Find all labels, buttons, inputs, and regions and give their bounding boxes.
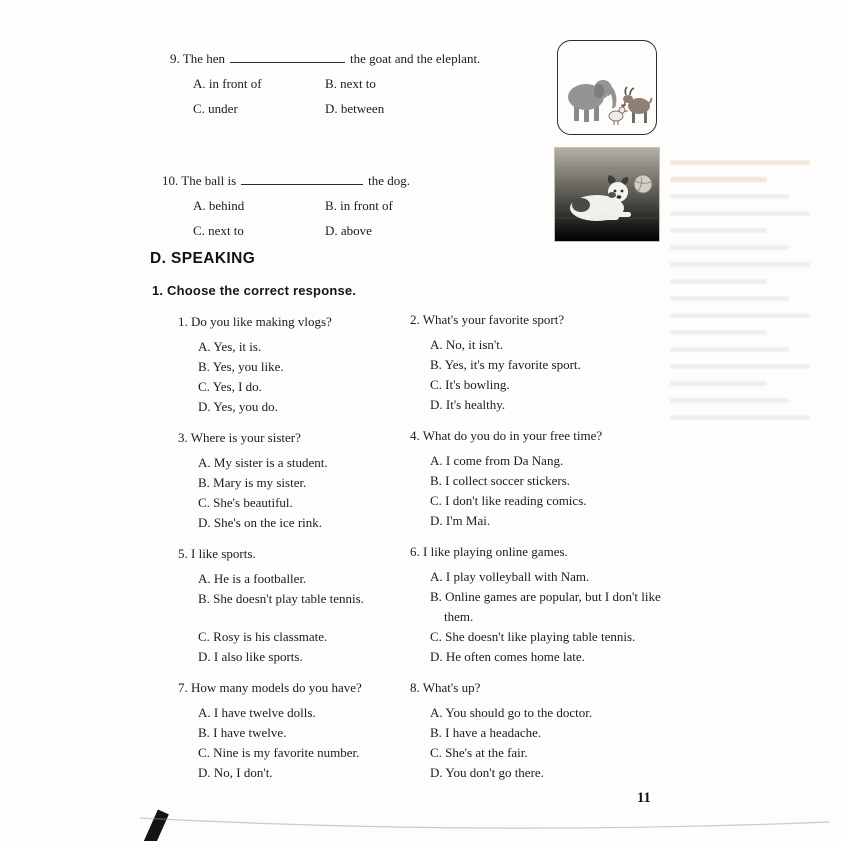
speaking-question-4: [410, 426, 702, 531]
page-bleed-through: [670, 148, 822, 432]
question-number: 7.: [178, 680, 188, 695]
option: D. You don't go there.: [430, 765, 544, 780]
option: A. No, it isn't.: [430, 337, 504, 352]
animals-illustration: [558, 41, 656, 134]
option: C. Rosy is his classmate.: [198, 629, 328, 644]
question-9: [170, 50, 550, 117]
option: C. It's bowling.: [430, 377, 510, 392]
option: A. Yes, it is.: [198, 339, 262, 354]
option: C. I don't like reading comics.: [430, 493, 587, 508]
option: B. I collect soccer stickers.: [430, 473, 571, 488]
option: D. No, I don't.: [198, 765, 273, 780]
question-9-options: [193, 76, 550, 117]
option: D. She's on the ice rink.: [198, 515, 323, 530]
option: A. in front of: [193, 76, 262, 91]
question-options: [178, 453, 428, 533]
answer-blank: [230, 51, 345, 63]
question-10-prompt: 10. The ball is the dog.: [162, 173, 411, 188]
question-prompt: 4. What do you do in your free time?: [410, 428, 603, 443]
option: D. I also like sports.: [198, 649, 303, 664]
question-number: 5.: [178, 546, 188, 561]
option: A. I come from Da Nang.: [430, 453, 564, 468]
option: B. Yes, you like.: [198, 359, 284, 374]
speaking-question-6: [410, 542, 702, 667]
speaking-column-right: [410, 310, 702, 794]
question-options: [178, 337, 428, 417]
option: D. Yes, you do.: [198, 399, 278, 414]
option: B. I have a headache.: [430, 725, 542, 740]
speaking-question-1: [178, 312, 428, 417]
question-number: 6.: [410, 544, 420, 559]
question-options: [410, 451, 702, 531]
question-prompt: 7. How many models do you have?: [178, 680, 362, 695]
question-prompt: 1. Do you like making vlogs?: [178, 314, 332, 329]
speaking-question-8: [410, 678, 702, 783]
option: B. Mary is my sister.: [198, 475, 307, 490]
question-10: [162, 172, 542, 239]
question-10-options: [193, 198, 542, 239]
option: C. under: [193, 101, 238, 116]
question-options: [410, 567, 702, 667]
question-number: 9.: [170, 51, 180, 66]
dog-photo-illustration: [555, 148, 659, 241]
option: C. She doesn't like playing table tennis.: [430, 629, 636, 644]
speaking-column-left: [178, 312, 428, 794]
option: A. My sister is a student.: [198, 455, 328, 470]
option: B. next to: [325, 76, 376, 91]
answer-blank: [241, 173, 363, 185]
option: C. Nine is my favorite number.: [198, 745, 360, 760]
option: A. He is a footballer.: [198, 571, 307, 586]
elephant-hen-goat-image: [557, 40, 657, 135]
question-number: 4.: [410, 428, 420, 443]
question-options: [178, 569, 428, 667]
question-prompt: 6. I like playing online games.: [410, 544, 568, 559]
page-curl-line: [140, 812, 830, 838]
option: C. next to: [193, 223, 244, 238]
question-number: 10.: [162, 173, 179, 188]
option: B. She doesn't play table tennis.: [198, 591, 364, 606]
option: B. I have twelve.: [198, 725, 287, 740]
option: A. I have twelve dolls.: [198, 705, 316, 720]
question-prompt: 2. What's your favorite sport?: [410, 312, 565, 327]
question-number: 8.: [410, 680, 420, 695]
page-number: 11: [637, 790, 651, 806]
option: B. Online games are popular, but I don't like them.: [430, 589, 661, 624]
question-options: [410, 703, 702, 783]
option: A. I play volleyball with Nam.: [430, 569, 590, 584]
option: A. You should go to the doctor.: [430, 705, 593, 720]
question-9-prompt: 9. The hen the goat and the eleplant.: [170, 51, 481, 66]
section-heading: D. SPEAKING: [150, 250, 256, 267]
question-prompt: 5. I like sports.: [178, 546, 256, 561]
speaking-question-2: [410, 310, 702, 415]
option: D. He often comes home late.: [430, 649, 585, 664]
option: D. I'm Mai.: [430, 513, 491, 528]
option: C. Yes, I do.: [198, 379, 262, 394]
question-prompt: 8. What's up?: [410, 680, 481, 695]
exercise-instruction: 1. Choose the correct response.: [152, 283, 357, 298]
speaking-question-3: [178, 428, 428, 533]
question-options: [178, 703, 428, 783]
question-options: [410, 335, 702, 415]
option: B. Yes, it's my favorite sport.: [430, 357, 581, 372]
question-prompt: 3. Where is your sister?: [178, 430, 301, 445]
option: C. She's at the fair.: [430, 745, 528, 760]
option: B. in front of: [325, 198, 393, 213]
speaking-question-7: [178, 678, 428, 783]
question-number: 3.: [178, 430, 188, 445]
option: D. above: [325, 223, 372, 238]
question-number: 1.: [178, 314, 188, 329]
option: D. It's healthy.: [430, 397, 506, 412]
speaking-question-5: [178, 544, 428, 667]
dog-with-ball-photo: [554, 147, 660, 242]
option: C. She's beautiful.: [198, 495, 293, 510]
question-number: 2.: [410, 312, 420, 327]
option: D. between: [325, 101, 385, 116]
option: A. behind: [193, 198, 245, 213]
